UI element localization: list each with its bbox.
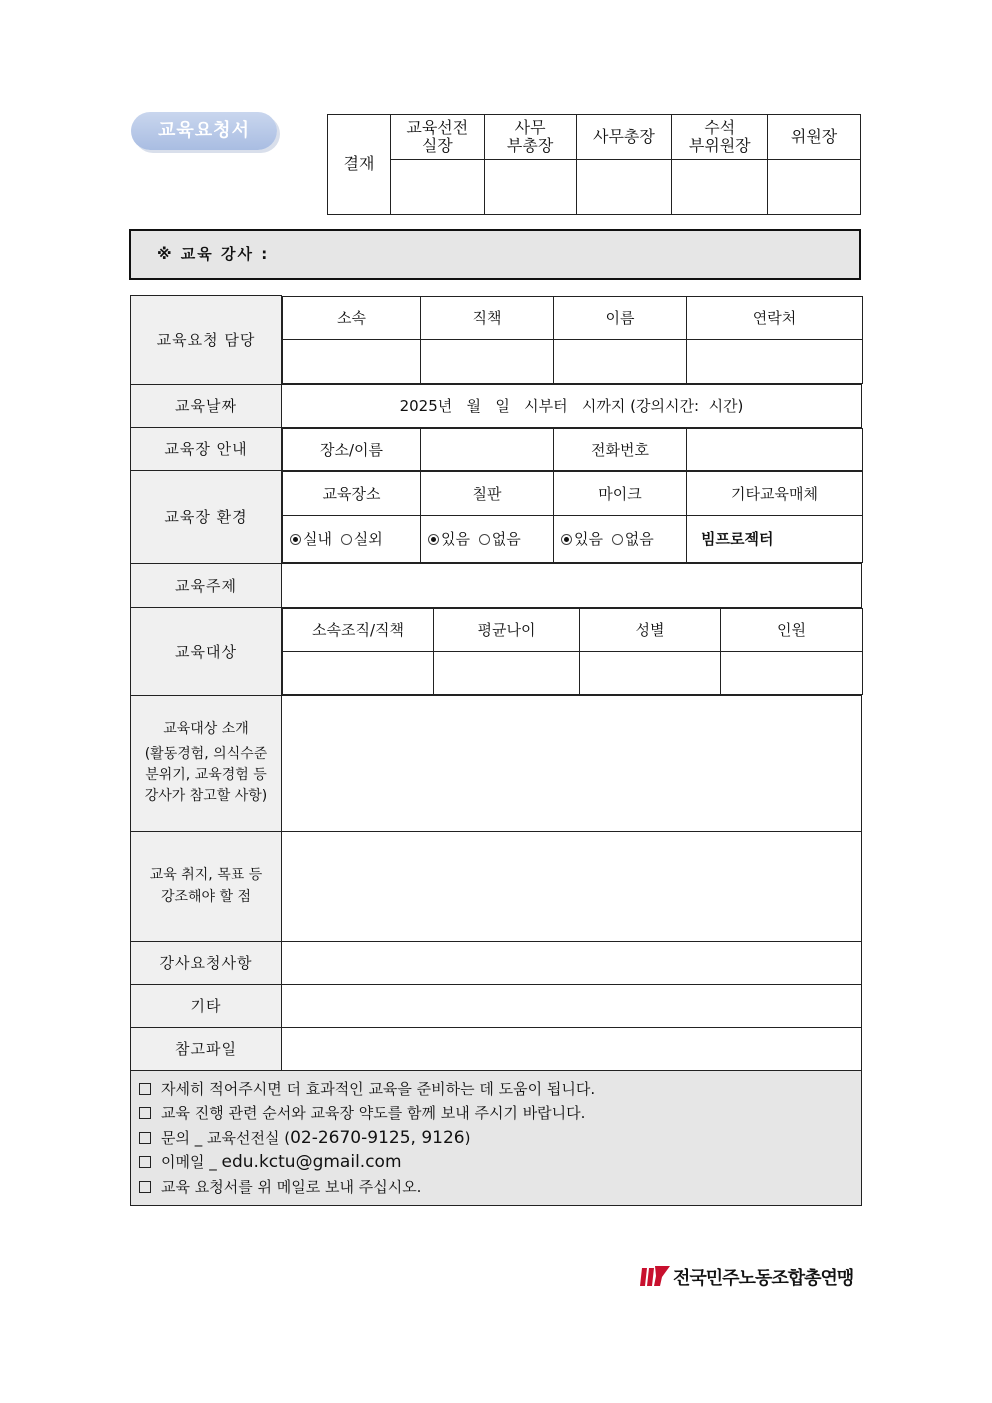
approval-col-4-line1: 수석 [704, 117, 736, 137]
radio-selected-icon [561, 534, 572, 545]
audience-org-input[interactable] [283, 651, 434, 694]
approval-col-4 [672, 115, 768, 160]
contact-name-input[interactable] [554, 339, 687, 383]
env-place-options [283, 515, 421, 562]
radio-board-yes-label: 있음 [441, 530, 470, 548]
venue-place-input[interactable] [421, 428, 554, 470]
env-board-options [421, 515, 554, 562]
radio-indoor-label: 실내 [303, 530, 332, 548]
note-3-suffix: ) [464, 1128, 471, 1147]
approval-col-3-line1: 사무총장 [593, 126, 655, 146]
kctu-logo-icon [640, 1264, 670, 1288]
document-title: 교육요청서 [131, 112, 277, 150]
radio-unselected-icon [612, 534, 623, 545]
file-input[interactable] [282, 1027, 862, 1070]
env-header-mic: 마이크 [554, 471, 687, 515]
approval-col-4-line2: 부위원장 [688, 136, 751, 155]
radio-mic-yes[interactable] [561, 530, 603, 548]
purpose-input[interactable] [282, 831, 862, 941]
etc-label: 기타 [131, 984, 282, 1027]
radio-outdoor-label: 실외 [353, 530, 383, 548]
instructor-field[interactable]: ※ 교육 강사 : [129, 229, 861, 280]
note-2 [139, 1101, 853, 1126]
audience-gender-input[interactable] [580, 651, 721, 694]
approval-col-1-line1: 교육선전 [406, 117, 469, 137]
checkbox-icon [139, 1156, 151, 1168]
checkbox-icon [139, 1107, 151, 1119]
note-5-text: 교육 요청서를 위 메일로 보내 주십시오. [161, 1177, 422, 1196]
date-label: 교육날짜 [131, 384, 282, 427]
approval-label: 결재 [328, 115, 391, 215]
note-1-text: 자세히 적어주시면 더 효과적인 교육을 준비하는 데 도움이 됩니다. [161, 1079, 596, 1098]
contact-label: 교육요청 담당 [131, 296, 282, 385]
radio-unselected-icon [479, 534, 490, 545]
intro-line1: 교육대상 소개 [163, 721, 249, 737]
intro-line4: 강사가 참고할 사항) [144, 788, 268, 804]
venue-place-label: 장소/이름 [283, 428, 421, 470]
environment-label: 교육장 환경 [131, 471, 282, 564]
note-2-text: 교육 진행 관련 순서와 교육장 약도를 함께 보내 주시기 바랍니다. [161, 1104, 586, 1122]
radio-selected-icon [290, 534, 301, 545]
contact-position-input[interactable] [421, 339, 554, 383]
audience-header-org: 소속조직/직책 [283, 608, 434, 651]
logo-bar-mid [647, 1268, 654, 1286]
note-5 [139, 1175, 853, 1200]
intro-label [131, 695, 282, 831]
contact-header-position: 직책 [421, 296, 554, 339]
request-input[interactable] [282, 941, 862, 984]
contact-header-name: 이름 [554, 296, 687, 339]
request-label: 강사요청사항 [131, 941, 282, 984]
approval-col-5-line1: 위원장 [790, 126, 838, 146]
purpose-line2: 강조해야 할 점 [160, 889, 252, 905]
approval-col-5 [768, 115, 861, 160]
approval-col-2-line2: 부총장 [506, 136, 554, 155]
etc-input[interactable] [282, 984, 862, 1027]
radio-selected-icon [428, 534, 439, 545]
intro-line3: 분위기, 교육경험 등 [145, 767, 267, 783]
approval-col-1-line2: 실장 [421, 136, 453, 155]
intro-input[interactable] [282, 695, 862, 831]
radio-mic-no[interactable] [612, 530, 654, 548]
org-logo [640, 1263, 875, 1289]
purpose-label [131, 831, 282, 941]
radio-mic-no-label: 없음 [624, 530, 654, 548]
radio-board-yes[interactable] [428, 530, 470, 548]
email-link[interactable]: edu.kctu@gmail.com [221, 1152, 402, 1172]
env-header-media: 기타교육매체 [687, 471, 863, 515]
approval-sign-2[interactable] [484, 160, 576, 215]
note-1 [139, 1077, 853, 1102]
logo-flag [654, 1266, 670, 1286]
venue-phone-input[interactable] [687, 428, 863, 470]
checkbox-icon [139, 1181, 151, 1193]
audience-label: 교육대상 [131, 607, 282, 695]
venue-cell [282, 427, 862, 471]
approval-sign-4[interactable] [672, 160, 768, 215]
note-4 [139, 1150, 853, 1175]
logo-bar-left [640, 1268, 647, 1286]
approval-sign-3[interactable] [576, 160, 672, 215]
radio-mic-yes-label: 있음 [574, 530, 603, 548]
approval-col-2 [484, 115, 576, 160]
notes-box [131, 1070, 862, 1206]
venue-phone-label: 전화번호 [554, 428, 687, 470]
org-name: 전국민주노동조합총연맹 [673, 1268, 854, 1289]
file-label: 참고파일 [131, 1027, 282, 1070]
topic-label: 교육주제 [131, 563, 282, 607]
env-header-board: 칠판 [421, 471, 554, 515]
audience-count-input[interactable] [721, 651, 863, 694]
topic-input[interactable] [282, 563, 862, 607]
contact-phone-input[interactable] [687, 339, 863, 383]
contact-affiliation-input[interactable] [283, 339, 421, 383]
env-media-value[interactable]: 빔프로젝터 [687, 515, 863, 562]
audience-header-gender: 성별 [580, 608, 721, 651]
audience-header-age: 평균나이 [434, 608, 580, 651]
radio-board-no-label: 없음 [491, 530, 521, 548]
approval-col-1 [390, 115, 484, 160]
note-4-prefix: 이메일 _ [161, 1153, 222, 1171]
inquiry-phone: 02-2670-9125, 9126 [290, 1127, 465, 1148]
radio-indoor[interactable] [290, 530, 332, 548]
contact-header-phone: 연락처 [687, 296, 863, 339]
checkbox-icon [139, 1083, 151, 1095]
approval-col-3 [576, 115, 672, 160]
env-header-place: 교육장소 [283, 471, 421, 515]
environment-cell [282, 471, 862, 564]
radio-board-no[interactable] [479, 530, 521, 548]
venue-label: 교육장 안내 [131, 427, 282, 471]
note-3 [139, 1126, 853, 1151]
approval-sign-1[interactable] [390, 160, 484, 215]
audience-cell [282, 607, 862, 695]
approval-sign-5[interactable] [768, 160, 861, 215]
approval-table [327, 114, 861, 215]
audience-header-count: 인원 [721, 608, 863, 651]
radio-outdoor[interactable] [341, 530, 383, 548]
date-field[interactable]: 2025년 월 일 시부터 시까지 (강의시간: 시간) [282, 384, 862, 427]
checkbox-icon [139, 1132, 151, 1144]
note-3-prefix: 문의 _ 교육선전실 ( [161, 1128, 291, 1147]
intro-line2: (활동경험, 의식수준 [144, 746, 268, 762]
purpose-line1: 교육 취지, 목표 등 [149, 867, 263, 883]
request-form-table [130, 295, 862, 1206]
audience-age-input[interactable] [434, 651, 580, 694]
contact-header-affiliation: 소속 [283, 296, 421, 339]
radio-unselected-icon [341, 534, 352, 545]
contact-cell [282, 296, 862, 385]
approval-col-2-line1: 사무 [514, 117, 546, 137]
env-mic-options [554, 515, 687, 562]
